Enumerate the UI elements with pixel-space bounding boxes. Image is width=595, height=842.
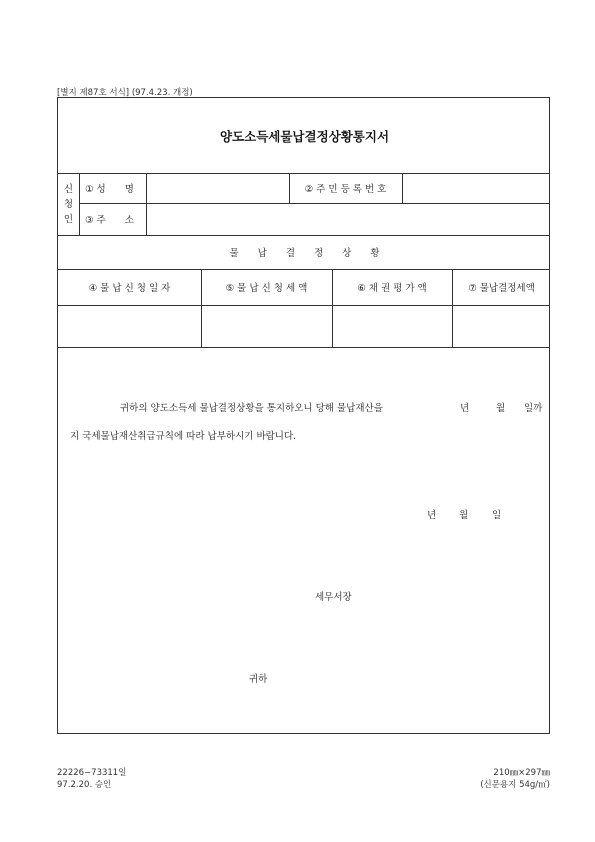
- column-header: ⑤ 물 납 신 청 세 액: [225, 283, 308, 294]
- applied-tax-field[interactable]: [201, 305, 332, 347]
- divider: [402, 173, 403, 203]
- name-label: ① 성 명: [85, 184, 134, 195]
- recipient-label: 귀하: [249, 674, 268, 685]
- applicant-label-char: 신: [63, 183, 74, 195]
- notice-line-2: 지 국세물납재산취급규칙에 따라 납부하시기 바랍니다.: [70, 431, 297, 442]
- divider: [79, 173, 80, 235]
- tax-office-head: 세무서장: [315, 592, 352, 603]
- column-header: ④ 물 납 신 청 일 자: [88, 283, 171, 294]
- decided-tax-field[interactable]: [452, 305, 551, 347]
- paper-type: (신문용지 54g/㎡): [480, 780, 550, 790]
- bond-value-field[interactable]: [332, 305, 452, 347]
- resident-number-label: ② 주 민 등 록 번 호: [304, 184, 387, 195]
- paper-size: 210㎜×297㎜: [493, 768, 550, 778]
- resident-number-field[interactable]: [406, 173, 547, 203]
- form-title: 양도소득세물납결정상황통지서: [219, 128, 390, 144]
- status-section-title: 물 납 결 정 상 황: [229, 248, 380, 259]
- applicant-label-char: 인: [63, 213, 74, 225]
- applicant-label-char: 청: [63, 198, 74, 210]
- name-field[interactable]: [150, 173, 286, 203]
- date-month: 월: [459, 510, 469, 521]
- column-header: ⑦ 물납결정세액: [468, 283, 535, 294]
- date-day: 일: [492, 510, 502, 521]
- notice-form: [57, 97, 550, 734]
- column-header: ⑥ 채 권 평 가 액: [357, 283, 427, 294]
- divider: [146, 173, 147, 235]
- address-field[interactable]: [150, 203, 547, 235]
- address-label: ③ 주 소: [85, 215, 134, 226]
- date-year: 년: [427, 510, 437, 521]
- notice-year: 년: [460, 403, 470, 414]
- application-date-field[interactable]: [58, 305, 201, 347]
- form-code: 22226−73311일: [57, 768, 127, 778]
- notice-month: 월: [496, 403, 506, 414]
- applicant-group-label: [58, 173, 79, 235]
- form-reference: [별지 제87호 서식] (97.4.23. 개정): [57, 88, 193, 98]
- approval-date: 97.2.20. 승인: [57, 780, 112, 790]
- divider: [58, 347, 549, 348]
- notice-line-1: 귀하의 양도소득세 물납결정상황을 통지하오니 당해 물납재산을: [120, 403, 383, 414]
- notice-day-until: 일까: [524, 403, 543, 414]
